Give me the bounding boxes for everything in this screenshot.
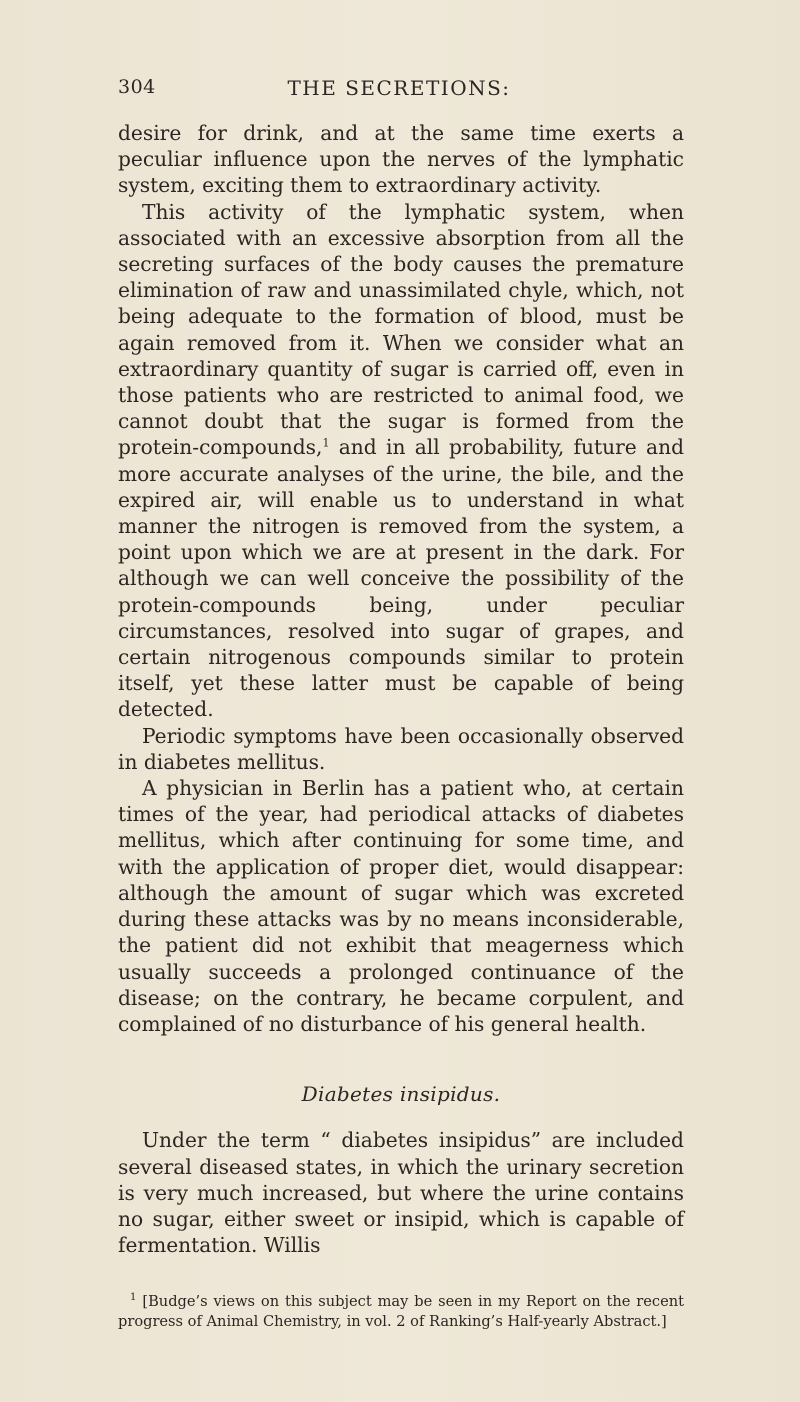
section-heading: Diabetes insipidus.: [301, 1082, 501, 1107]
paragraph-1: desire for drink, and at the same time exerts a peculiar influence upon the nerves of the lymphatic system, exciting them to extraordinary activity.: [118, 121, 684, 198]
paragraph-2-part-b: and in all probability, future and more accurate analyses of the urine, the bile, and the expired air, will enable us to understand in what manner the nitrogen is removed from the system, a point upon which we are at present in the dark. For although we can well conceive the possibility of the protein-compounds being, under peculiar circumstances, resolved into sugar of grapes, and certain nitrogenous compounds similar to protein itself, yet these latter must be capable of being detected.: [118, 435, 684, 722]
running-head: THE SECRETIONS:: [287, 76, 511, 100]
footnote-text: [Budge’s views on this subject may be seen in my Report on the recent progress of Animal Chemistry, in vol. 2 of Ranking’s Half-yearly Abstract.]: [118, 1293, 684, 1330]
paragraph-3: Periodic symptoms have been occasionally observed in diabetes mellitus.: [118, 723, 684, 774]
paragraph-5: Under the term “ diabetes insipidus” are included several diseased states, in which the urinary secretion is very much increased, but where the urine contains no sugar, either sweet or insipid, which is capable of fermentation. Willis: [118, 1128, 684, 1258]
footnote-reference: 1: [322, 436, 330, 450]
paragraph-2: [118, 199, 684, 723]
paragraph-4: A physician in Berlin has a patient who, at certain times of the year, had periodical attacks of diabetes mellitus, which after continuing for some time, and with the application of proper diet, would disappear: although the amount of sugar which was excreted during these attacks was by no means inconsiderable, the patient did not exhibit that meagerness which usually succeeds a prolonged continuance of the disease; on the contrary, he became corpulent, and complained of no disturbance of his general health.: [118, 776, 684, 1036]
footnote: [118, 1292, 684, 1332]
main-text: [118, 120, 684, 1258]
page-number: 304: [118, 76, 156, 98]
page-header: [118, 76, 680, 106]
paragraph-2-part-a: This activity of the lymphatic system, when associated with an excessive absorption from all the secreting surfaces of the body causes the premature elimination of raw and unassimilated chyle, which, not being adequate to the formation of blood, must be again removed from it. When we consider what an extraordinary quantity of sugar is carried off, even in those patients who are restricted to animal food, we cannot doubt that the sugar is formed from the protein-compounds,: [118, 199, 684, 460]
footnote-marker: 1: [130, 1292, 137, 1304]
